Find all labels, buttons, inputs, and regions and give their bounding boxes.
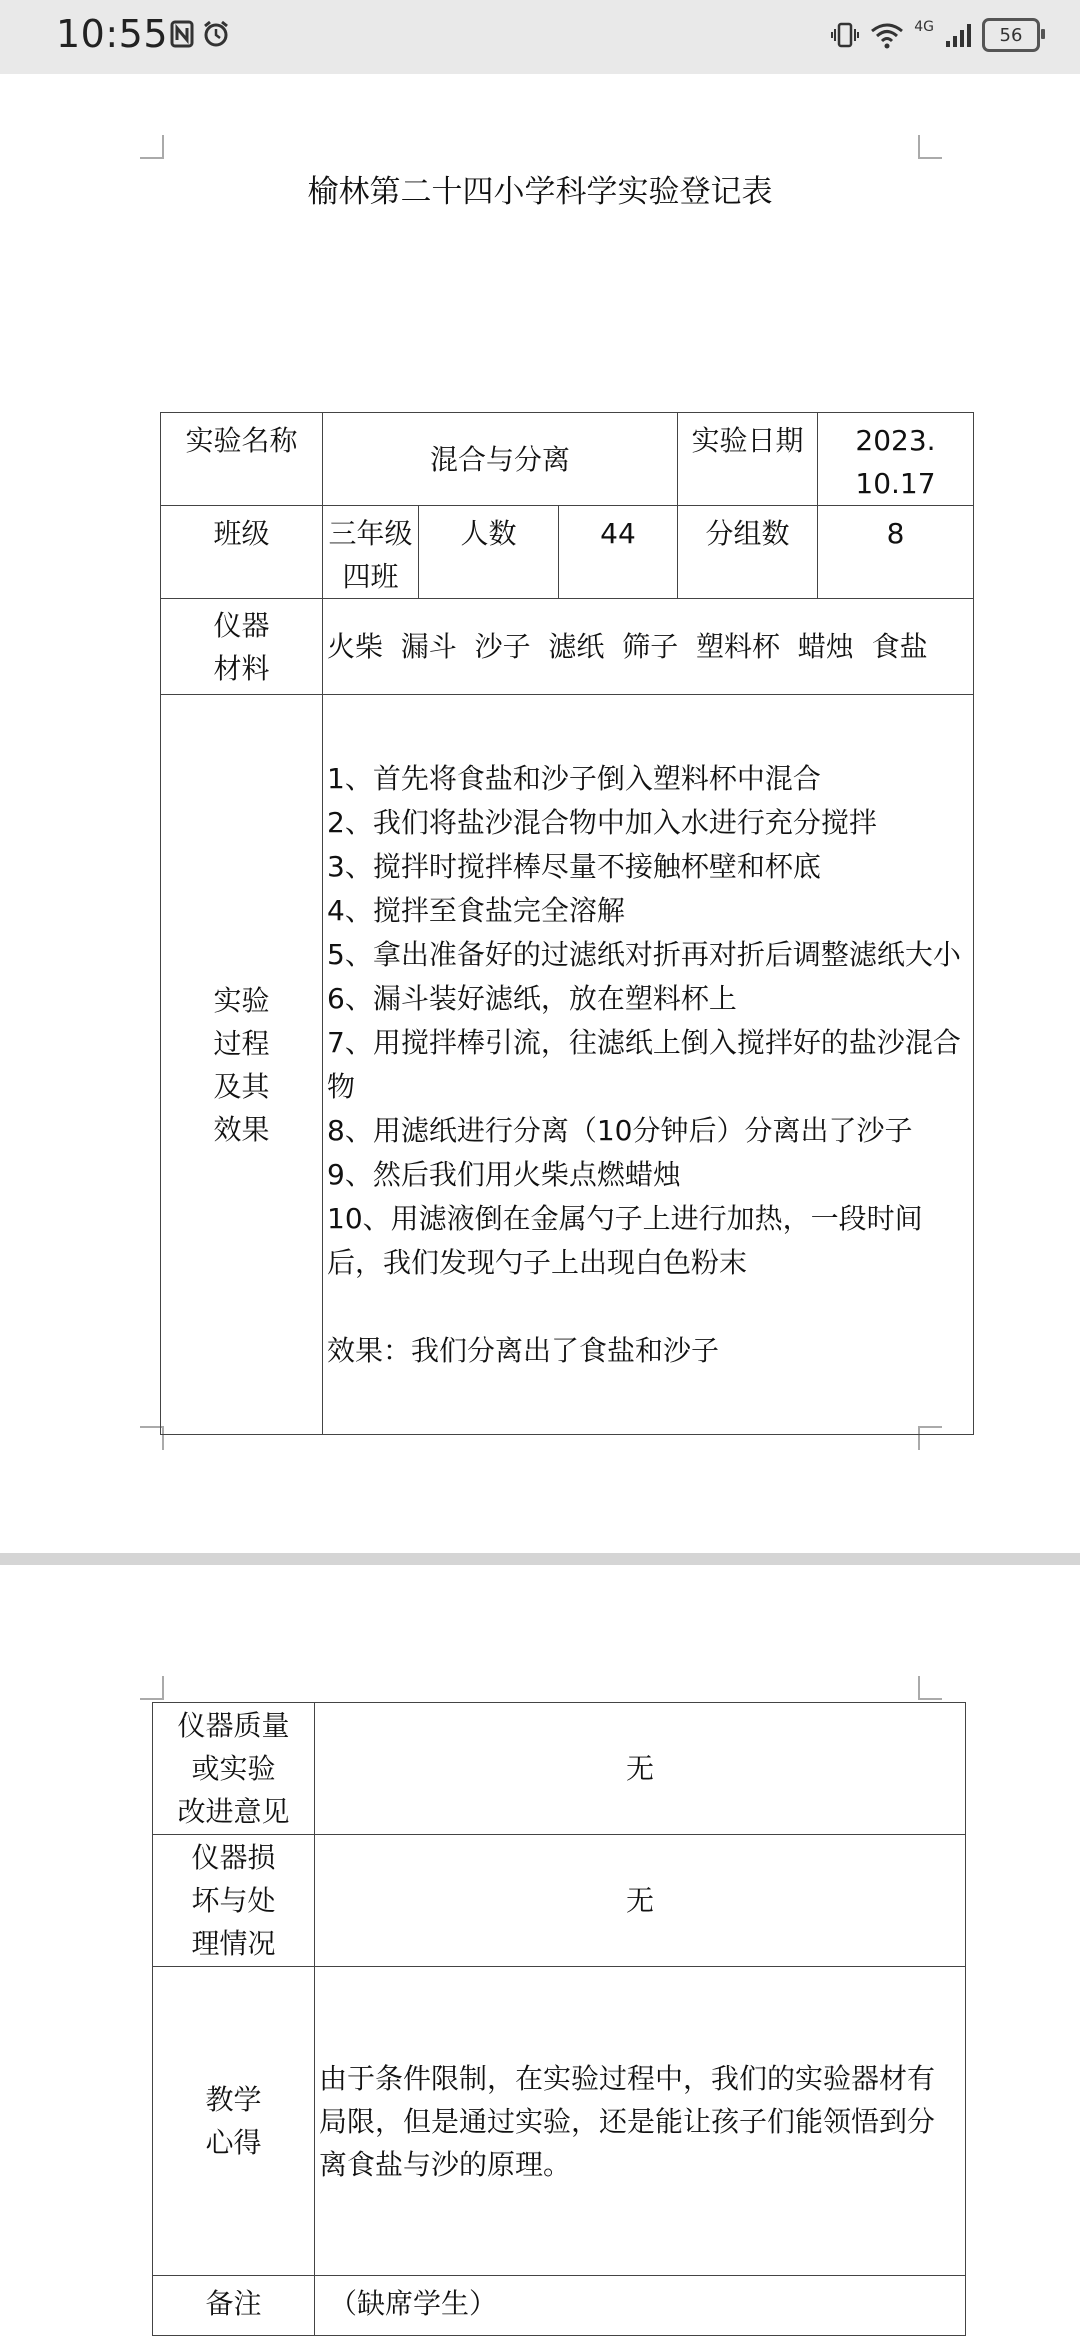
step-item: 8、用滤纸进行分离（10分钟后）分离出了沙子 [327,1113,913,1147]
table-row [153,1835,966,1967]
table-row [161,599,974,695]
table-row [153,2276,966,2336]
page-corner-mark [918,1676,942,1700]
date-line: 2023. [855,424,936,457]
table-row [161,506,974,599]
page-corner-mark [140,135,164,159]
step-item: 1、首先将食盐和沙子倒入塑料杯中混合 [327,761,821,795]
status-right-icons [830,18,1040,52]
step-item: 5、拿出准备好的过滤纸对折再对折后调整滤纸大小 [327,937,961,971]
date-line: 10.17 [855,467,936,500]
step-item: 7、用搅拌棒引流，往滤纸上倒入搅拌好的盐沙混合物 [327,1025,961,1103]
teaching-label-line: 心得 [205,2126,262,2159]
damage-label [153,1835,315,1967]
remark-label: 备注 [153,2276,315,2336]
damage-value: 无 [315,1835,966,1967]
table-row [153,1967,966,2276]
materials-value: 火柴 漏斗 沙子 滤纸 筛子 塑料杯 蜡烛 食盐 [323,599,974,695]
step-item: 4、搅拌至食盐完全溶解 [327,893,625,927]
class-line: 四班 [342,560,399,593]
materials-label-line: 材料 [213,651,270,685]
teaching-value: 由于条件限制，在实验过程中，我们的实验器材有局限，但是通过实验，还是能让孩子们能领悟到分离食盐与沙的原理。 [315,1967,966,2276]
process-label-line: 及其 [213,1069,270,1103]
experiment-date-value [818,413,974,506]
quality-label-line: 仪器质量 [177,1709,290,1742]
network-type: 4G [914,19,934,35]
class-label: 班级 [161,506,323,599]
experiment-table [160,412,974,1435]
signal-icon [944,21,972,49]
spacer [327,1285,969,1329]
group-count-value: 8 [818,506,974,599]
wifi-icon [870,21,904,49]
table-row [153,1703,966,1835]
group-count-label: 分组数 [678,506,818,599]
damage-label-line: 理情况 [191,1927,276,1960]
process-label-line: 效果 [213,1112,270,1146]
process-label-line: 实验 [213,983,270,1017]
student-count-label: 人数 [419,506,559,599]
process-label [161,695,323,1435]
quality-label-line: 改进意见 [177,1795,290,1828]
class-value [323,506,419,599]
materials-label [161,599,323,695]
step-item: 6、漏斗装好滤纸，放在塑料杯上 [327,981,737,1015]
battery-icon [982,18,1040,52]
step-item: 9、然后我们用火柴点燃蜡烛 [327,1157,681,1191]
status-left-icons [170,20,230,48]
class-line: 三年级 [328,517,413,550]
alarm-icon [202,20,230,48]
process-steps [323,695,974,1435]
status-bar [0,0,1080,74]
vibrate-icon [830,20,860,50]
page-corner-mark [140,1676,164,1700]
battery-level: 56 [999,24,1023,46]
evaluation-table [152,1702,966,2336]
step-item: 3、搅拌时搅拌棒尽量不接触杯壁和杯底 [327,849,821,883]
teaching-label-line: 教学 [205,2083,262,2116]
experiment-name-value: 混合与分离 [323,413,678,506]
damage-label-line: 仪器损 [191,1841,276,1874]
table-row [161,695,974,1435]
damage-label-line: 坏与处 [191,1884,276,1917]
remark-value: （缺席学生） [315,2276,966,2336]
process-label-line: 过程 [213,1026,270,1060]
quality-label [153,1703,315,1835]
page-corner-mark [918,135,942,159]
experiment-date-label: 实验日期 [678,413,818,506]
nfc-icon [170,20,194,48]
student-count-value: 44 [559,506,678,599]
materials-label-line: 仪器 [213,608,270,642]
page-divider [0,1553,1080,1565]
step-item: 10、用滤液倒在金属勺子上进行加热，一段时间后，我们发现勺子上出现白色粉末 [327,1201,923,1279]
step-item: 2、我们将盐沙混合物中加入水进行充分搅拌 [327,805,877,839]
quality-value: 无 [315,1703,966,1835]
experiment-name-label: 实验名称 [161,413,323,506]
status-time: 10:55 [56,12,169,56]
quality-label-line: 或实验 [191,1752,276,1785]
teaching-label [153,1967,315,2276]
effect-text: 效果：我们分离出了食盐和沙子 [327,1333,720,1367]
document-title: 榆林第二十四小学科学实验登记表 [307,174,773,210]
table-row [161,413,974,506]
